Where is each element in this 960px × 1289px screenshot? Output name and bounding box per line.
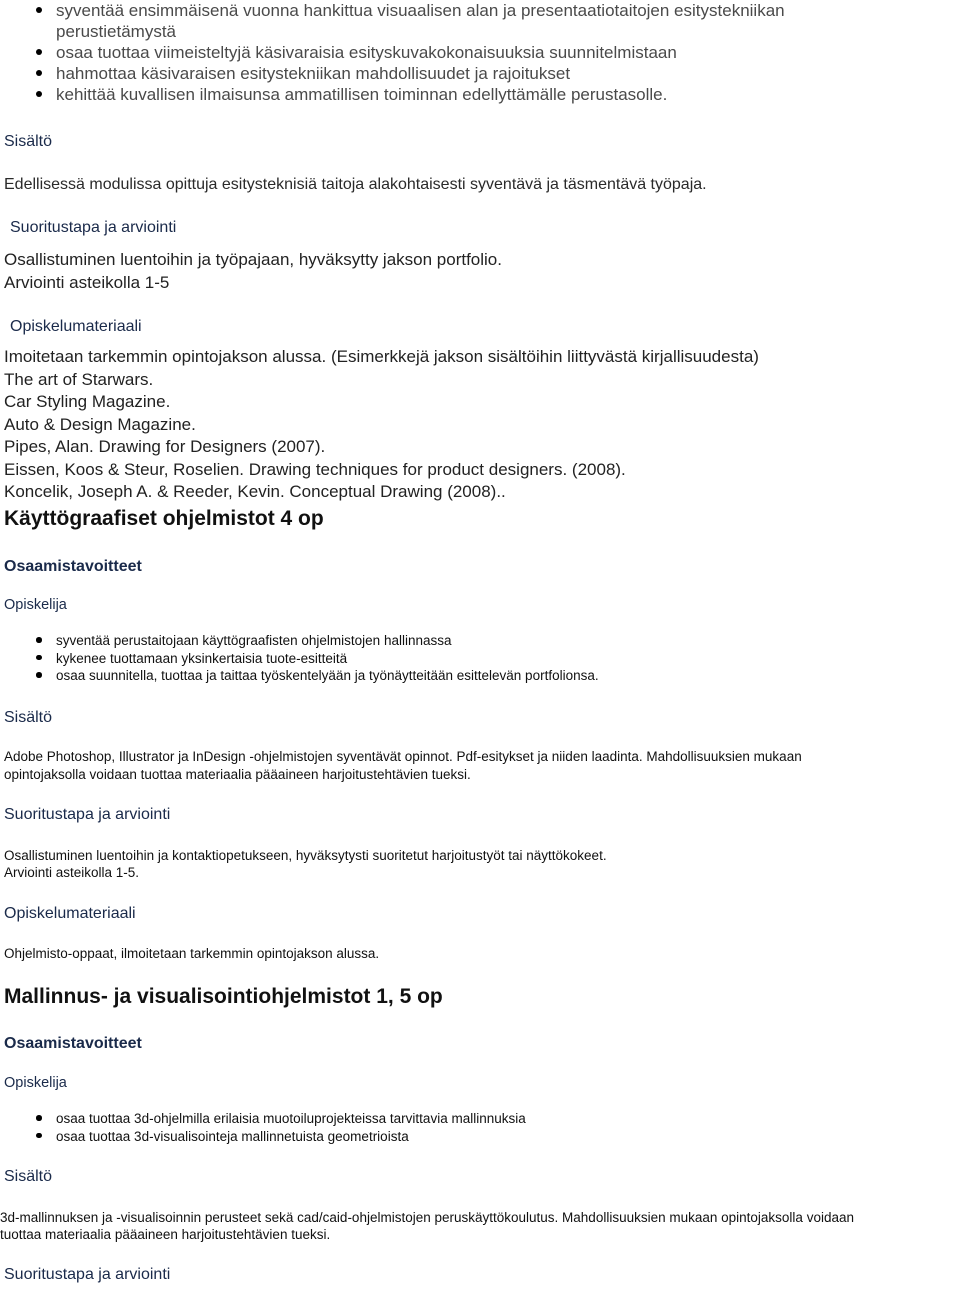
section1-material-0: Imoitetaan tarkemmin opintojakson alussa. (Esimerkkejä jakson sisältöihin liittyvästä kirjallisuudesta) <box>4 347 759 366</box>
section3-outcomes-list <box>0 1110 526 1145</box>
list-item: osaa tuottaa 3d-visualisointeja mallinnetuista geometrioista <box>0 1128 526 1146</box>
section2-content-heading: Sisältö <box>4 709 53 726</box>
section1-material-3: Auto & Design Magazine. <box>4 415 196 434</box>
section1-materials-heading: Opiskelumateriaali <box>10 318 142 335</box>
section2-title: Käyttögraafiset ohjelmistot 4 op <box>4 507 324 530</box>
section3-content-text-1: 3d-mallinnuksen ja -visualisoinnin perusteet sekä cad/caid-ohjelmistojen peruskäyttökoulutus. Mahdollisuuksien mukaan opintojaksolla voidaan <box>0 1210 854 1225</box>
list-item: kykenee tuottamaan yksinkertaisia tuote-esitteitä <box>0 650 599 668</box>
section2-content-text-1: Adobe Photoshop, Illustrator ja InDesign -ohjelmistojen syventävät opinnot. Pdf-esitykset ja niiden laadinta. Mahdollisuuksien mukaan <box>4 749 802 764</box>
section1-outcomes-list <box>0 0 785 21</box>
section2-assessment-text-2: Arviointi asteikolla 1-5. <box>4 865 140 880</box>
section1-content-text: Edellisessä modulissa opittuja esitysteknisiä taitoja alakohtaisesti syventävä ja täsmentävä työpaja. <box>4 176 707 193</box>
list-item: osaa tuottaa viimeisteltyjä käsivaraisia esityskuvakokonaisuuksia suunnitelmistaan <box>0 42 677 63</box>
section2-assessment-heading: Suoritustapa ja arviointi <box>4 806 171 823</box>
section2-outcomes-list <box>0 632 599 685</box>
list-item: osaa suunnitella, tuottaa ja taittaa työskentelyään ja työnäytteitään esittelevän portfolionsa. <box>0 667 599 685</box>
list-item: syventää perustaitojaan käyttögraafisten ohjelmistojen hallinnassa <box>0 632 599 650</box>
section1-material-6: Koncelik, Joseph A. & Reeder, Kevin. Conceptual Drawing (2008).. <box>4 482 506 501</box>
section1-material-4: Pipes, Alan. Drawing for Designers (2007). <box>4 437 326 456</box>
section3-outcomes-heading: Osaamistavoitteet <box>4 1035 142 1052</box>
section3-content-text-2: tuottaa materiaalia pääaineen harjoitustehtävien tueksi. <box>0 1227 331 1242</box>
list-item: hahmottaa käsivaraisen esitystekniikan mahdollisuudet ja rajoitukset <box>0 63 677 84</box>
section3-title: Mallinnus- ja visualisointiohjelmistot 1, 5 op <box>4 985 443 1008</box>
section2-materials-text: Ohjelmisto-oppaat, ilmoitetaan tarkemmin opintojakson alussa. <box>4 946 380 961</box>
list-item: syventää ensimmäisenä vuonna hankittua visuaalisen alan ja presentaatiotaitojen esitystekniikan <box>0 0 785 21</box>
list-item: kehittää kuvallisen ilmaisunsa ammatillisen toiminnan edellyttämälle perustasolle. <box>0 84 677 105</box>
section3-content-heading: Sisältö <box>4 1168 53 1185</box>
section2-student-label: Opiskelija <box>4 597 67 613</box>
section2-outcomes-heading: Osaamistavoitteet <box>4 558 142 575</box>
section1-assessment-text-1: Osallistuminen luentoihin ja työpajaan, hyväksytty jakson portfolio. <box>4 250 502 269</box>
section1-outcomes-list-rest <box>0 42 677 105</box>
section2-materials-heading: Opiskelumateriaali <box>4 905 136 922</box>
section3-student-label: Opiskelija <box>4 1075 67 1091</box>
section3-assessment-heading: Suoritustapa ja arviointi <box>4 1266 171 1283</box>
section1-assessment-text-2: Arviointi asteikolla 1-5 <box>4 273 170 292</box>
list-item-continuation: perustietämystä <box>56 22 176 41</box>
section1-material-2: Car Styling Magazine. <box>4 392 171 411</box>
section2-content-text-2: opintojaksolla voidaan tuottaa materiaalia pääaineen harjoitustehtävien tueksi. <box>4 767 471 782</box>
list-item: osaa tuottaa 3d-ohjelmilla erilaisia muotoiluprojekteissa tarvittavia mallinnuksia <box>0 1110 526 1128</box>
section1-material-1: The art of Starwars. <box>4 370 154 389</box>
section1-assessment-heading: Suoritustapa ja arviointi <box>10 219 177 236</box>
section1-material-5: Eissen, Koos & Steur, Roselien. Drawing techniques for product designers. (2008). <box>4 460 626 479</box>
section2-assessment-text-1: Osallistuminen luentoihin ja kontaktiopetukseen, hyväksytysti suoritetut harjoitustyöt tai näyttökokeet. <box>4 848 607 863</box>
section1-content-heading: Sisältö <box>4 133 53 150</box>
